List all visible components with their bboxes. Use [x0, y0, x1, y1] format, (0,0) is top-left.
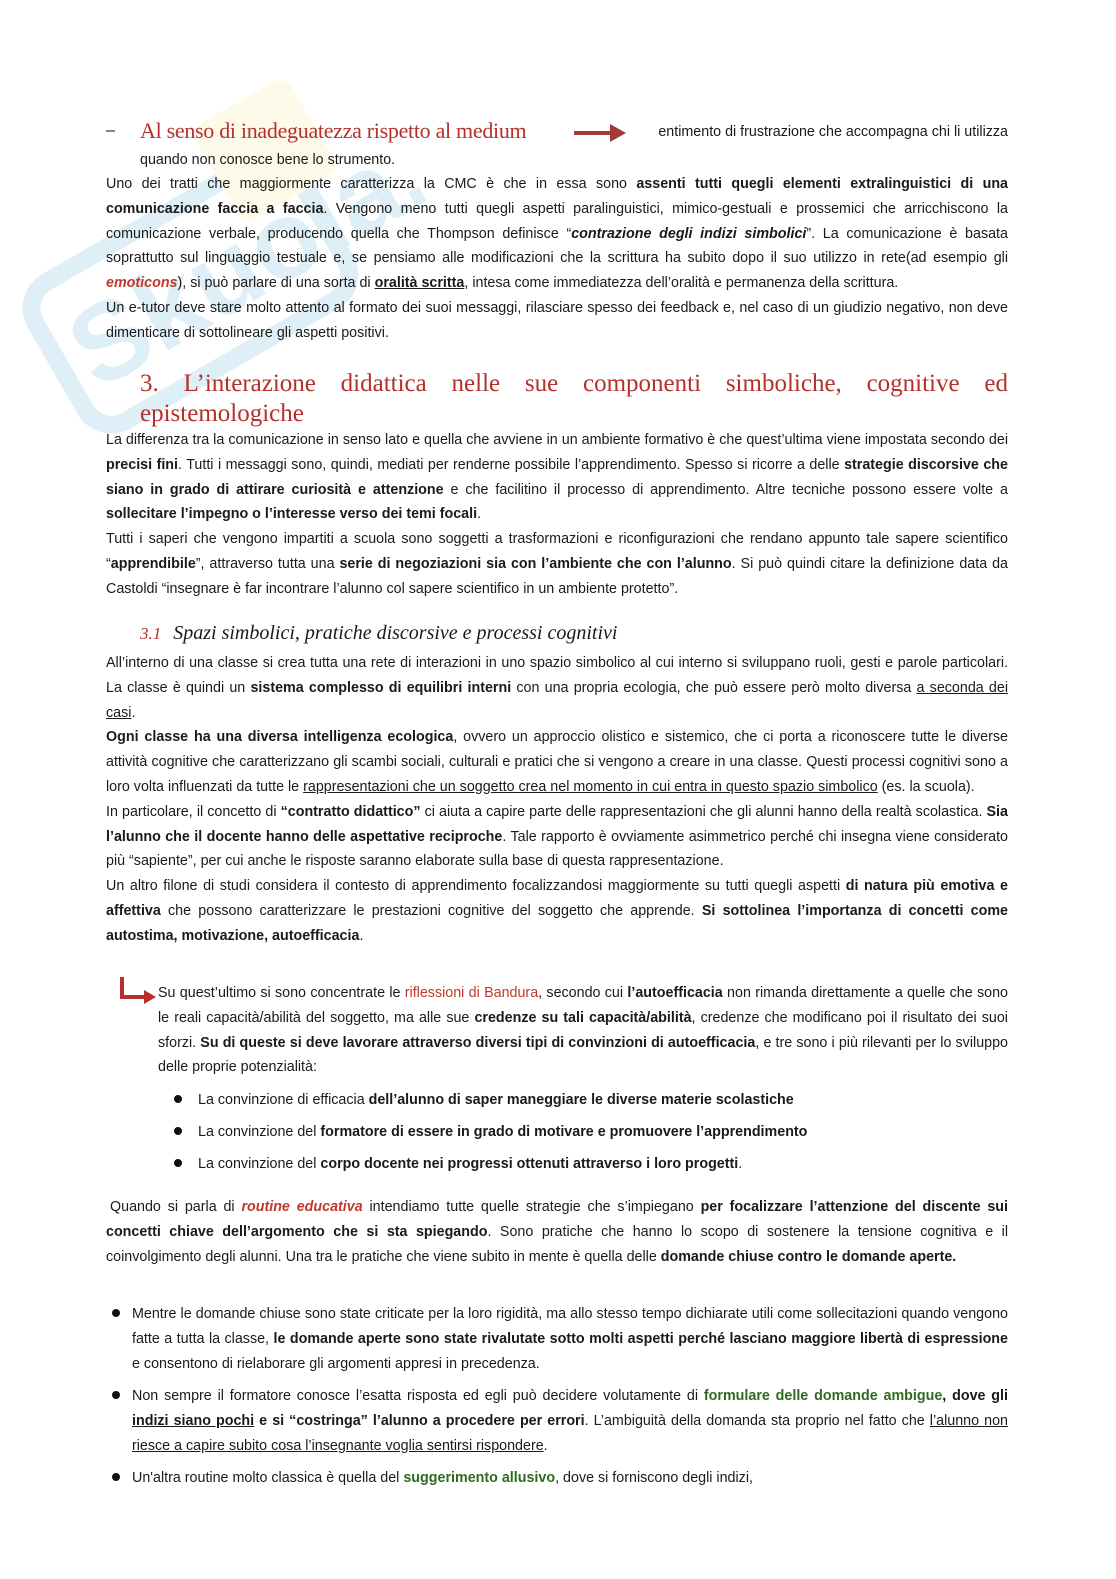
bandura-paragraph: Su quest’ultimo si sono concentrate le riflessioni di Bandura, secondo cui l’autoefficacia non rimanda direttamente a quelle che sono le reali capacità/abilità del soggetto, ma alle sue credenze su tali capacità/abilità, credenze che modificano poi il risultato dei suoi sforzi. Su di queste si deve lavorare attraverso diversi tipi di convinzioni di autoefficacia, e tre sono i più rilevanti per lo sviluppo delle proprie potenzialità:	[158, 985, 1008, 1076]
list-item-text: La convinzione del formatore di essere in grado di motivare e promuovere l’apprendimento	[198, 1124, 808, 1140]
affettiva-paragraph: Un altro filone di studi considera il contesto di apprendimento focalizzandosi maggiormente su tutti quegli aspetti di natura più emotiva e affettiva che possono caratterizzare le prestazioni cognitive del soggetto che apprende. Si sottolinea l’importanza di concetti come autostima, motivazione, autoefficacia.	[106, 878, 1009, 944]
intro-item-line2: quando non conosce bene lo strumento.	[140, 152, 396, 168]
corner-arrow-icon	[118, 977, 158, 1007]
section-3-heading-line1: 3. L’interazione didattica nelle sue componenti simboliche, cognitive ed	[140, 370, 1008, 397]
intro-item-line2-wrap	[140, 148, 1008, 173]
list-item-text: Mentre le domande chiuse sono state criticate per la loro rigidità, ma allo stesso tempo dichiarate utili come sollecitazioni quando vengono fatte a tutta la classe, le domande aperte sono state rivalutate sotto molti aspetti perché lasciano maggiore libertà di espressione e consentono di rielaborare gli argomenti appresi in precedenza.	[132, 1306, 1008, 1372]
bullet-icon	[112, 1391, 120, 1399]
list-item	[174, 1152, 1008, 1184]
bullet-icon	[174, 1159, 182, 1167]
list-item	[174, 1120, 1008, 1152]
cmc-paragraph: Uno dei tratti che maggiormente caratterizza la CMC è che in essa sono assenti tutti quegli elementi extralinguistici di una comunicazione faccia a faccia. Vengono meno tutti quegli aspetti paralinguistici, mimico-gestuali e prossemici che arricchiscono la comunicazione verbale, producendo quella che Thompson definisce “contrazione degli indizi simbolici”. La comunicazione è basata soprattutto sul linguaggio testuale e, se pensiamo alle modificazioni che la scrittura ha subito dopo il suo utilizzo in rete(ad esempio gli emoticons), si può parlare di una sorta di oralità scritta, intesa come immediatezza dell’oralità e permanenza della scrittura.	[106, 176, 1008, 292]
bullet-icon	[112, 1309, 120, 1317]
contratto-paragraph: In particolare, il concetto di “contratto didattico” ci aiuta a capire parte delle rappresentazioni che gli alunni hanno della realtà scolastica. Sia l’alunno che il docente hanno delle aspettative reciproche. Tale rapporto è ovviamente asimmetrico perché chi insegna viene considerato più “sapiente”, per cui anche le risposte saranno elaborate sulla base di questa rappresentazione.	[106, 803, 1008, 870]
list-item-text: Un'altra routine molto classica è quella del suggerimento allusivo, dove si forniscono degli indizi,	[132, 1470, 753, 1486]
section-3-heading-line2: epistemologiche	[140, 400, 304, 427]
list-item-text: Non sempre il formatore conosce l’esatta risposta ed egli può decidere volutamente di formulare delle domande ambigue, dove gli indizi siano pochi e si “costringa” l’alunno a procedere per errori. L’ambiguità della domanda sta proprio nel fatto che l’alunno non riesce a capire subito cosa l’insegnante voglia sentirsi rispondere.	[132, 1388, 1008, 1454]
saperi-paragraph: Tutti i saperi che vengono impartiti a scuola sono soggetti a trasformazioni e riconfigurazioni che rendano appunto tale sapere scientifico “apprendibile”, attraverso tutta una serie di negoziazioni sia con l’ambiente che con l’alunno. Si può quindi citare la definizione data da Castoldi “insegnare è far incontrare l’alunno col sapere scientifico in un ambiente protetto”.	[106, 531, 1008, 597]
section-3-body	[106, 428, 1008, 602]
intro-item-title: Al senso di inadeguatezza rispetto al medium	[140, 118, 527, 143]
section-3-1-heading	[140, 622, 617, 645]
list-item-text: La convinzione del corpo docente nei progressi ottenuti attraverso i loro progetti.	[198, 1156, 743, 1172]
bullet-icon	[174, 1127, 182, 1135]
list-item	[112, 1302, 1008, 1384]
domande-list	[112, 1302, 1008, 1498]
intro-list-item	[106, 118, 1008, 148]
intro-item-continuation: entimento di frustrazione che accompagna chi li utilizza	[658, 124, 1008, 140]
list-item	[112, 1384, 1008, 1466]
bullet-icon	[174, 1095, 182, 1103]
list-item	[112, 1466, 1008, 1498]
dash-marker: –	[106, 122, 115, 139]
etutor-paragraph: Un e-tutor deve stare molto attento al formato dei suoi messaggi, rilasciare spesso dei feedback e, nel caso di un giudizio negativo, non deve dimenticare di sottolineare gli aspetti positivi.	[106, 299, 1008, 341]
convinzioni-list	[174, 1088, 1008, 1184]
bandura-block	[158, 981, 1008, 1080]
formative-paragraph: La differenza tra la comunicazione in senso lato e quella che avviene in un ambiente formativo è che quest’ultima viene impostata secondo dei precisi fini. Tutti i messaggi sono, quindi, mediati per renderne possibile l’apprendimento. Spesso si ricorre a delle strategie discorsive che siano in grado di attirare curiosità e attenzione e che facilitino il processo di apprendimento. Altre tecniche possono essere volte a sollecitare l’impegno o l’interesse verso dei temi focali.	[106, 432, 1009, 523]
section-3-heading	[140, 369, 1008, 429]
ecologia-paragraph: Ogni classe ha una diversa intelligenza ecologica, ovvero un approccio olistico e sistemico, che ci porta a riconoscere tutte le diverse attività cognitive che caratterizzano gli scambi sociali, culturali e pratici che si vengono a creare in una classe. Questi processi cognitivi sono a loro volta influenzati da tutte le rappresentazioni che un soggetto crea nel momento in cui entra in questo spazio simbolico (es. la scuola).	[106, 729, 1008, 795]
bullet-icon	[112, 1473, 120, 1481]
list-item	[174, 1088, 1008, 1120]
section-3-1-title: Spazi simbolici, pratiche discorsive e processi cognitivi	[173, 622, 618, 644]
section-3-1-number: 3.1	[140, 624, 162, 643]
section-3-1-body	[106, 651, 1008, 949]
routine-paragraph: Quando si parla di routine educativa intendiamo tutte quelle strategie che s’impiegano per focalizzare l’attenzione del discente sui concetti chiave dell’argomento che si sta spiegando. Sono pratiche che hanno lo scopo di sostenere la tensione cognitiva e il coinvolgimento degli alunni. Una tra le pratiche che viene subito in mente è quella delle domande chiuse contro le domande aperte.	[106, 1199, 1009, 1265]
right-arrow-icon	[572, 122, 628, 144]
classe-paragraph: All’interno di una classe si crea tutta una rete di interazioni in uno spazio simbolico al cui interno si sviluppano ruoli, gesti e parole particolari. La classe è quindi un sistema complesso di equilibri interni con una propria ecologia, che può essere però molto diversa a seconda dei casi.	[106, 655, 1008, 721]
list-item-text: La convinzione di efficacia dell’alunno di saper maneggiare le diverse materie scolastiche	[198, 1092, 794, 1108]
cmc-paragraphs	[106, 172, 1008, 346]
routine-block	[106, 1195, 1008, 1269]
watermark-text: Skuola.net	[48, 27, 517, 412]
